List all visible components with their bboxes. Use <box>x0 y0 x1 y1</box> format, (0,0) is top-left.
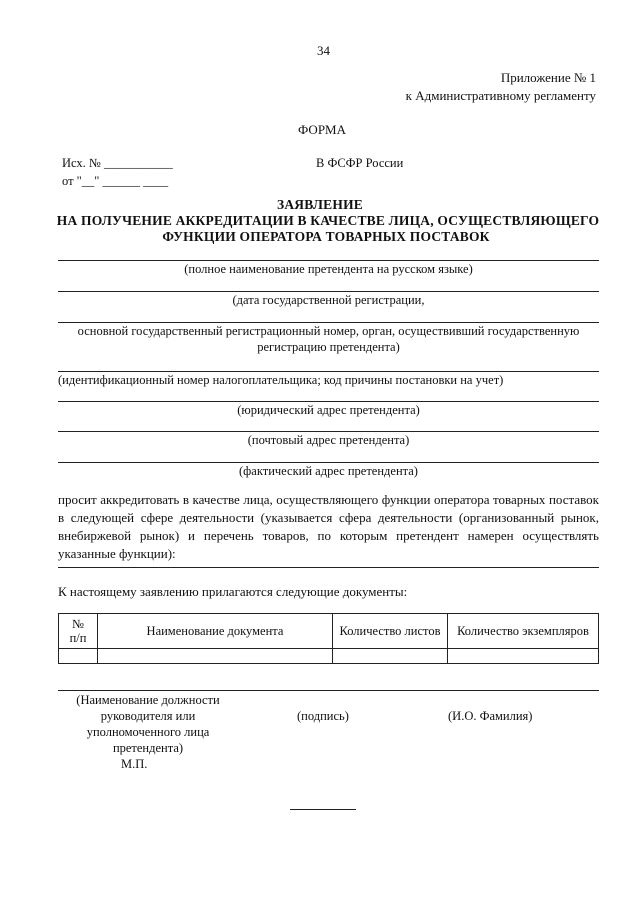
inn-line <box>58 371 599 372</box>
postal-address-caption: (почтовый адрес претендента) <box>247 433 410 447</box>
activity-line <box>58 567 599 568</box>
page-number: 34 <box>317 43 330 58</box>
position-caption-3: уполномоченного лица <box>86 725 210 739</box>
col-number-header <box>59 614 98 649</box>
request-line-2: в следующей сфере деятельности (указывается сфера деятельности (организованный рынок, <box>58 510 599 525</box>
appendix-line-2: к Административному регламенту <box>405 88 596 103</box>
actual-address-caption: (фактический адрес претендента) <box>239 464 418 478</box>
recipient: В ФСФР России <box>316 156 404 170</box>
full-name-signature-caption: (И.О. Фамилия) <box>448 709 533 723</box>
position-caption-1: (Наименование должности <box>76 693 220 707</box>
outgoing-date: от "__" ______ ____ <box>62 174 169 188</box>
reg-date-caption: (дата государственной регистрации, <box>232 293 425 307</box>
position-caption-4: претендента) <box>112 741 184 755</box>
outgoing-number: Исх. № ___________ <box>62 156 173 170</box>
form-label: ФОРМА <box>298 122 346 137</box>
table-cell[interactable] <box>448 649 599 664</box>
signature-caption: (подпись) <box>297 709 349 723</box>
postal-address-line <box>58 431 599 432</box>
col-sheets-header: Количество листов <box>333 614 448 649</box>
table-cell[interactable] <box>98 649 333 664</box>
legal-address-line <box>58 401 599 402</box>
documents-table <box>58 613 599 664</box>
col-copies-header: Количество экземпляров <box>448 614 599 649</box>
reg-date-line <box>58 291 599 292</box>
table-header-row <box>59 614 599 649</box>
col-number-header-line-2: п/п <box>69 631 87 645</box>
table-cell[interactable] <box>333 649 448 664</box>
footer-rule <box>290 809 356 810</box>
document-title-line-1: ЗАЯВЛЕНИЕ <box>277 197 363 212</box>
request-line-1: просит аккредитовать в качестве лица, осуществляющего функции оператора товарных поставок <box>58 492 599 507</box>
document-title-line-3: ФУНКЦИИ ОПЕРАТОРА ТОВАРНЫХ ПОСТАВОК <box>162 229 490 244</box>
appendix-line-1: Приложение № 1 <box>500 70 596 85</box>
col-number-header-line-1: № <box>72 617 84 631</box>
full-name-line <box>58 260 599 261</box>
inn-caption: (идентификационный номер налогоплательщика; код причины постановки на учет) <box>58 373 504 387</box>
attachments-intro: К настоящему заявлению прилагаются следующие документы: <box>58 584 408 599</box>
reg-number-caption-1: основной государственный регистрационный номер, орган, осуществивший государственную <box>77 324 580 338</box>
legal-address-caption: (юридический адрес претендента) <box>237 403 420 417</box>
request-line-4: указанные функции): <box>58 546 176 561</box>
table-cell[interactable] <box>59 649 98 664</box>
full-name-caption: (полное наименование претендента на русском языке) <box>184 262 473 276</box>
col-document-header: Наименование документа <box>98 614 333 649</box>
reg-number-line <box>58 322 599 323</box>
actual-address-line <box>58 462 599 463</box>
position-caption-2: руководителя или <box>100 709 196 723</box>
document-title-line-2: НА ПОЛУЧЕНИЕ АККРЕДИТАЦИИ В КАЧЕСТВЕ ЛИЦА, ОСУЩЕСТВЛЯЮЩЕГО <box>56 213 600 228</box>
signature-line <box>58 690 599 691</box>
table-row <box>59 649 599 664</box>
stamp-label: М.П. <box>121 757 148 771</box>
request-line-3: внебиржевой рынок) и перечень товаров, по которым претендент намерен осуществлять <box>58 528 599 543</box>
reg-number-caption-2: регистрацию претендента) <box>257 340 400 354</box>
